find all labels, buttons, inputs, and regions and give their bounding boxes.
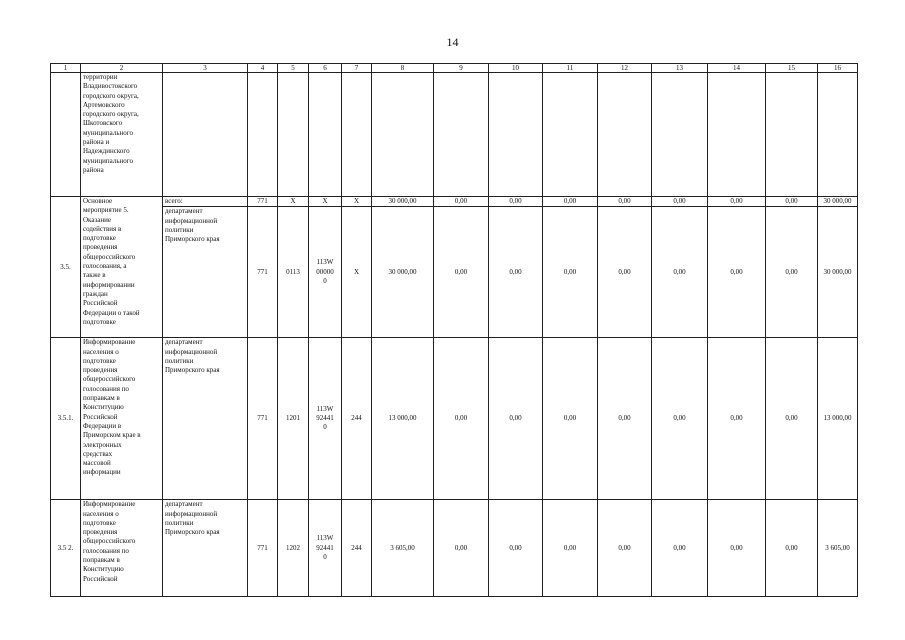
grbs-code: 771 — [248, 338, 278, 500]
amount-cell: 13 000,00 — [818, 338, 858, 500]
amount-cell: 0,00 — [434, 338, 489, 500]
amount-total: 3 605,00 — [372, 500, 434, 597]
amount-cell: 0,00 — [489, 207, 543, 338]
column-number: 6 — [309, 64, 342, 73]
amount-cell: 0,00 — [708, 338, 766, 500]
amount-cell — [598, 73, 652, 197]
column-number: 1 — [51, 64, 81, 73]
target-article-code: 113W 92441 0 — [309, 500, 342, 597]
table-row — [51, 500, 858, 597]
section-code: X — [278, 197, 309, 207]
responsible-executor: департамент информационной политики Приморского края — [163, 338, 248, 500]
amount-cell: 0,00 — [489, 197, 543, 207]
responsible-executor: департамент информационной политики Приморского края — [163, 207, 248, 338]
table-row — [51, 338, 858, 500]
amount-cell — [543, 73, 598, 197]
amount-cell — [766, 73, 818, 197]
grbs-code — [248, 73, 278, 197]
table-row — [51, 73, 858, 197]
column-number: 8 — [372, 64, 434, 73]
column-number: 10 — [489, 64, 543, 73]
total-label: всего: — [163, 197, 248, 207]
column-number: 5 — [278, 64, 309, 73]
row-number: 3.5 2. — [51, 500, 81, 597]
section-code: 0113 — [278, 207, 309, 338]
column-number: 15 — [766, 64, 818, 73]
column-number: 11 — [543, 64, 598, 73]
row-number: 3.5. — [51, 197, 81, 338]
measure-description: территории Владивостокского городского округа, Артемовского городского округа, Шкотовского муниципального района и Надеждинского муниципального района — [81, 73, 163, 197]
amount-cell: 0,00 — [598, 207, 652, 338]
column-number: 7 — [342, 64, 372, 73]
amount-cell: 0,00 — [652, 338, 708, 500]
amount-cell: 0,00 — [652, 500, 708, 597]
expense-type-code: 244 — [342, 338, 372, 500]
responsible-executor — [163, 73, 248, 197]
grbs-code: 771 — [248, 197, 278, 207]
amount-cell — [652, 73, 708, 197]
target-article-code: 113W 92441 0 — [309, 338, 342, 500]
column-number: 14 — [708, 64, 766, 73]
amount-cell — [818, 73, 858, 197]
section-code — [278, 73, 309, 197]
expense-type-code: X — [342, 207, 372, 338]
row-number: 3.5.1. — [51, 338, 81, 500]
amount-total — [372, 73, 434, 197]
amount-cell — [434, 73, 489, 197]
amount-cell: 0,00 — [598, 197, 652, 207]
column-number: 2 — [81, 64, 163, 73]
amount-cell: 0,00 — [766, 197, 818, 207]
grbs-code: 771 — [248, 500, 278, 597]
measure-description: Основное мероприятие 5. Оказание содействия в подготовке проведения общероссийского голосования, а также в информировании граждан Российской Федерации о такой подготовке — [81, 197, 163, 338]
column-number: 4 — [248, 64, 278, 73]
expense-type-code: 244 — [342, 500, 372, 597]
header-row — [51, 64, 858, 73]
column-number: 3 — [163, 64, 248, 73]
target-article-code: X — [309, 197, 342, 207]
expense-type-code — [342, 73, 372, 197]
amount-cell: 0,00 — [708, 197, 766, 207]
amount-cell: 0,00 — [652, 197, 708, 207]
amount-cell: 0,00 — [598, 500, 652, 597]
column-number: 9 — [434, 64, 489, 73]
amount-cell: 0,00 — [434, 197, 489, 207]
column-number: 16 — [818, 64, 858, 73]
amount-cell: 0,00 — [434, 207, 489, 338]
column-number: 13 — [652, 64, 708, 73]
amount-cell: 0,00 — [543, 197, 598, 207]
amount-cell: 0,00 — [434, 500, 489, 597]
grbs-code: 771 — [248, 207, 278, 338]
amount-cell: 30 000,00 — [818, 197, 858, 207]
amount-cell: 0,00 — [708, 500, 766, 597]
amount-total: 13 000,00 — [372, 338, 434, 500]
table-row — [51, 197, 858, 207]
row-number — [51, 73, 81, 197]
measure-description: Информирование населения о подготовке проведения общероссийского голосования по поправкам в Конституцию Российской — [81, 500, 163, 597]
amount-cell — [708, 73, 766, 197]
amount-cell: 0,00 — [543, 207, 598, 338]
table-row — [51, 207, 858, 338]
amount-cell: 0,00 — [766, 207, 818, 338]
amount-total: 30 000,00 — [372, 197, 434, 207]
amount-cell: 0,00 — [489, 338, 543, 500]
amount-cell: 0,00 — [489, 500, 543, 597]
section-code: 1202 — [278, 500, 309, 597]
responsible-executor: департамент информационной политики Приморского края — [163, 500, 248, 597]
amount-cell: 0,00 — [766, 500, 818, 597]
measure-description: Информирование населения о подготовке проведения общероссийского голосования по поправкам в Конституцию Российской Федерации в Приморском крае в электронных средствах массовой информации — [81, 338, 163, 500]
target-article-code: 113W 00000 0 — [309, 207, 342, 338]
amount-cell: 0,00 — [766, 338, 818, 500]
page-number: 14 — [446, 35, 459, 49]
amount-cell: 3 605,00 — [818, 500, 858, 597]
amount-cell: 0,00 — [598, 338, 652, 500]
column-number: 12 — [598, 64, 652, 73]
amount-cell: 30 000,00 — [818, 207, 858, 338]
target-article-code — [309, 73, 342, 197]
amount-cell: 0,00 — [543, 338, 598, 500]
budget-table — [50, 63, 858, 597]
amount-cell: 0,00 — [652, 207, 708, 338]
amount-cell: 0,00 — [543, 500, 598, 597]
amount-total: 30 000,00 — [372, 207, 434, 338]
amount-cell: 0,00 — [708, 207, 766, 338]
amount-cell — [489, 73, 543, 197]
expense-type-code: X — [342, 197, 372, 207]
section-code: 1201 — [278, 338, 309, 500]
